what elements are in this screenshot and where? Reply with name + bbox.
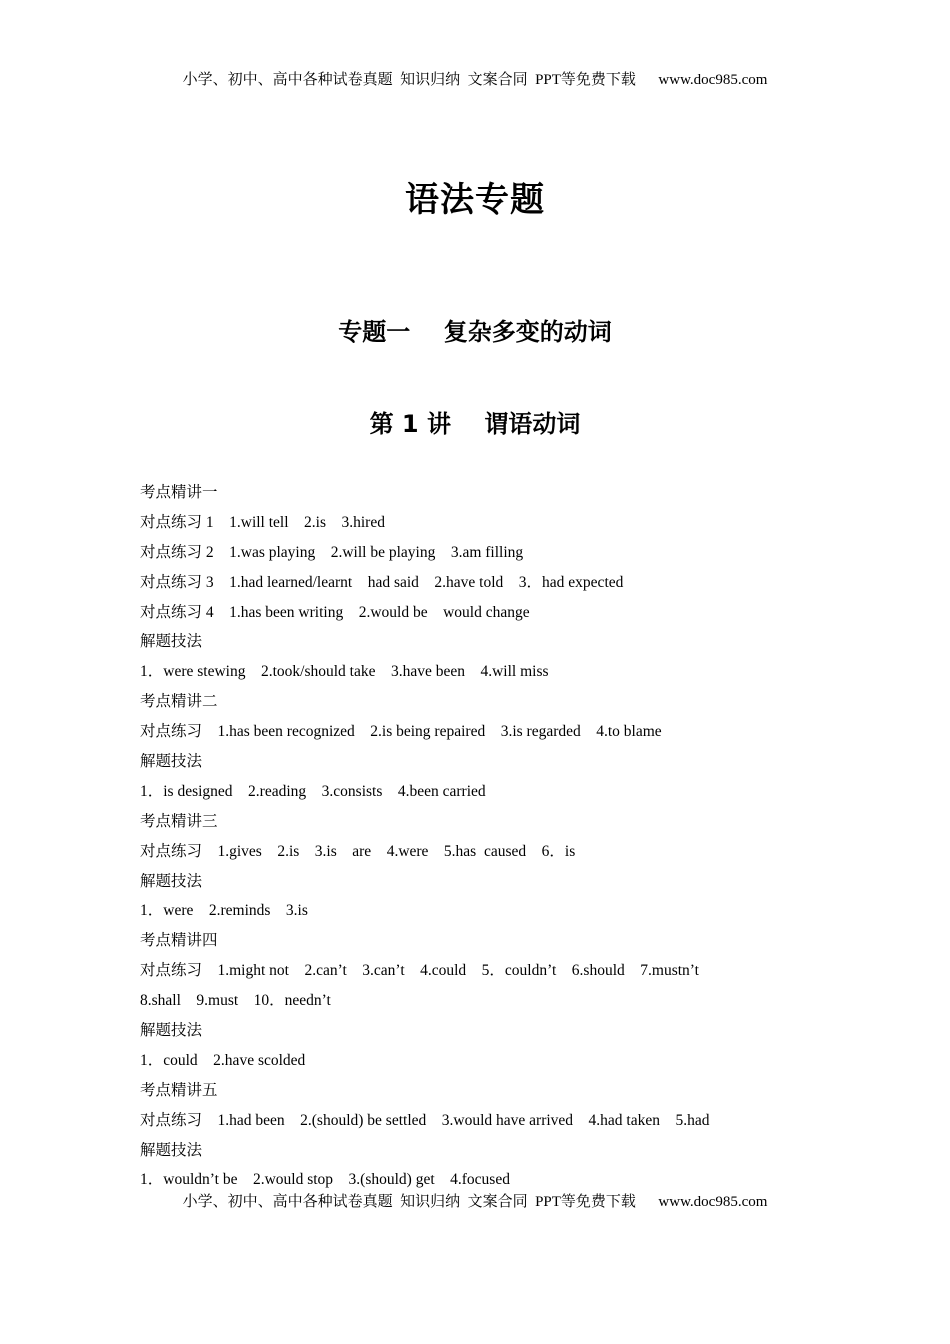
content-line: 考点精讲五 — [140, 1081, 218, 1099]
content-line: 对点练习 1.gives 2.is 3.is are 4.were 5.has caused 6．is — [140, 842, 576, 860]
content-line: 1．wouldn’t be 2.would stop 3.(should) get 4.focused — [140, 1171, 510, 1189]
content-line: 解题技法 — [140, 1022, 203, 1040]
section-subtitle: 专题一 复杂多变的动词 — [338, 318, 612, 346]
content-line: 解题技法 — [140, 872, 203, 890]
content-line: 对点练习 3 1.had learned/learnt had said 2.have told 3．had expected — [140, 573, 624, 591]
content-line: 对点练习 1.has been recognized 2.is being repaired 3.is regarded 4.to blame — [140, 723, 662, 741]
page-header: 小学、初中、高中各种试卷真题 知识归纳 文案合同 PPT等免费下载 www.doc985.com — [182, 72, 768, 88]
content-line: 对点练习 1.had been 2.(should) be settled 3.would have arrived 4.had taken 5.had — [140, 1111, 710, 1129]
content-line: 解题技法 — [140, 633, 203, 651]
content-line: 解题技法 — [140, 753, 203, 771]
content-line: 1．were stewing 2.took/should take 3.have been 4.will miss — [140, 663, 549, 681]
content-line: 1．could 2.have scolded — [140, 1051, 306, 1069]
page-title: 语法专题 — [405, 180, 545, 220]
content-line: 对点练习 4 1.has been writing 2.would be would change — [140, 603, 530, 621]
content-line: 1．is designed 2.reading 3.consists 4.been carried — [140, 782, 486, 800]
content-line: 解题技法 — [140, 1141, 203, 1159]
content-line: 对点练习 1 1.will tell 2.is 3.hired — [140, 513, 385, 531]
answer-content — [140, 478, 830, 1195]
content-line: 1．were 2.reminds 3.is — [140, 902, 308, 920]
content-line: 对点练习 2 1.was playing 2.will be playing 3.am filling — [140, 543, 524, 561]
lecture-heading: 第 1 讲 谓语动词 — [369, 410, 581, 438]
content-line: 考点精讲三 — [140, 812, 218, 830]
page-footer: 小学、初中、高中各种试卷真题 知识归纳 文案合同 PPT等免费下载 www.doc985.com — [182, 1194, 768, 1210]
content-line: 对点练习 1.might not 2.can’t 3.can’t 4.could 5．couldn’t 6.should 7.mustn’t — [140, 962, 699, 980]
content-line: 考点精讲四 — [140, 932, 218, 950]
content-line: 考点精讲一 — [140, 484, 218, 501]
content-line: 8.shall 9.must 10．needn’t — [140, 992, 331, 1010]
content-line: 考点精讲二 — [140, 693, 218, 711]
